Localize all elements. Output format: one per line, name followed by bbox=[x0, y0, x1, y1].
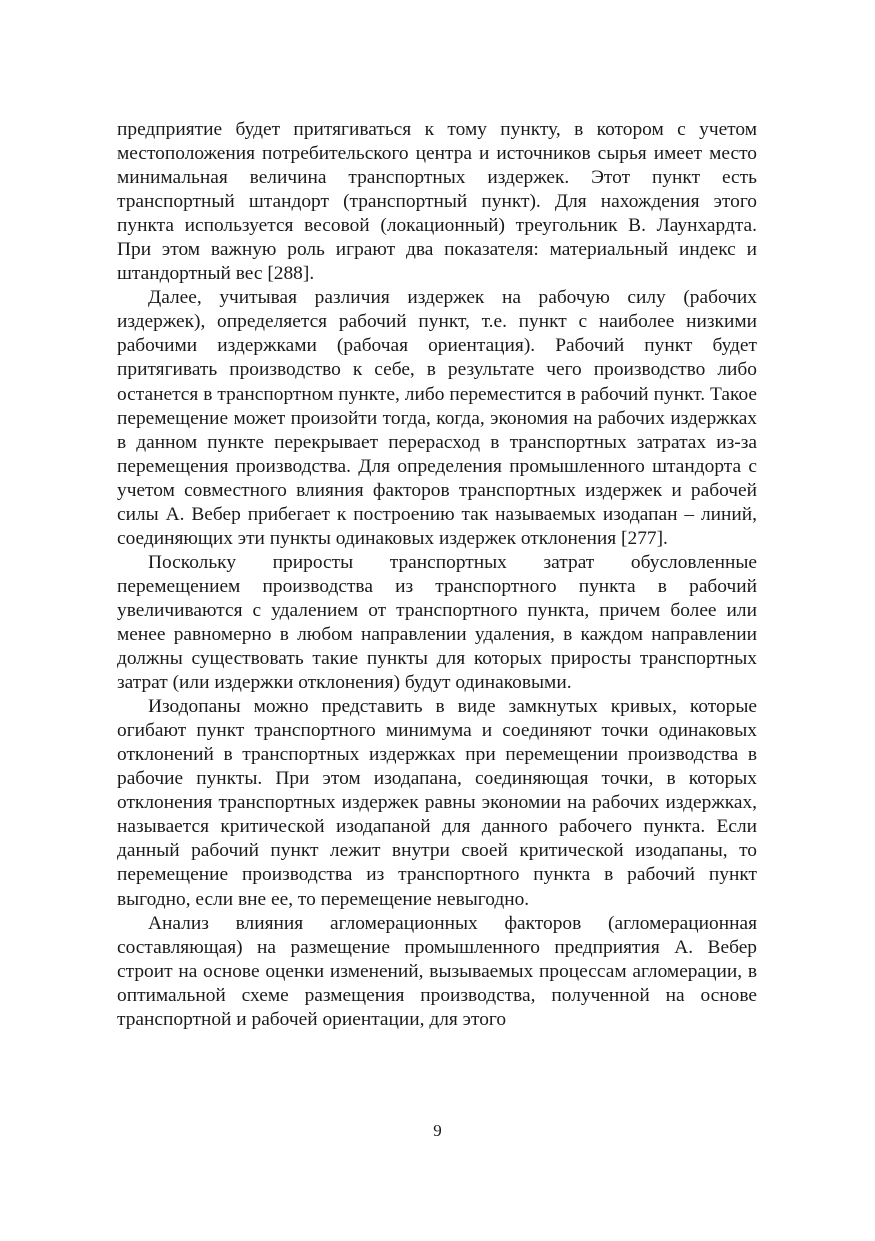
paragraph-isodapanes: Изодопаны можно представить в виде замкнутых кривых, которые огибают пункт транспортного минимума и соединяют точки одинаковых отклонений в транспортных издержках при перемещении производства в рабочие пункты. При этом изодапана, соединяющая точки, в которых отклонения транспортных издержек равны экономии на рабочих издержках, называется критической изодапаной для данного рабочего пункта. Если данный рабочий пункт лежит внутри своей критической изодапаны, то перемещение производства из транспортного пункта в рабочий пункт выгодно, если вне ее, то перемещение невыгодно. bbox=[117, 696, 757, 910]
paragraph-labor-point: Далее, учитывая различия издержек на рабочую силу (рабочих издержек), определяется рабочий пункт, т.е. пункт с наиболее низкими рабочими издержками (рабочая ориентация). Рабочий пункт будет притягивать производство к себе, в результате чего производство либо останется в транспортном пункте, либо переместится в рабочий пункт. Такое перемещение может произойти тогда, когда, экономия на рабочих издержках в данном пункте перекрывает перерасход в транспортных затратах из-за перемещения производства. Для определения промышленного штандорта с учетом совместного влияния факторов транспортных издержек и рабочей силы А. Вебер прибегает к построению так называемых изодапан – линий, соединяющих эти пункты одинаковых издержек отклонения [277]. bbox=[117, 287, 757, 549]
paragraph-agglomeration: Анализ влияния агломерационных факторов (агломерационная составляющая) на размещение промышленного предприятия А. Вебер строит на основе оценки изменений, вызываемых процессам агломерации, в оптимальной схеме размещения производства, полученной на основе транспортной и рабочей ориентации, для этого bbox=[117, 912, 757, 1030]
paragraph-continuation: предприятие будет притягиваться к тому пункту, в котором с учетом местоположения потребительского центра и источников сырья имеет место минимальная величина транспортных издержек. Этот пункт есть транспортный штандорт (транспортный пункт). Для нахождения этого пункта используется весовой (локационный) треугольник В. Лаунхардта. При этом важную роль играют два показателя: материальный индекс и штандортный вес [288]. bbox=[117, 119, 757, 285]
paragraph-transport-cost-increments: Поскольку приросты транспортных затрат обусловленные перемещением производства из транспортного пункта в рабочий увеличиваются с удалением от транспортного пункта, причем более или менее равномерно в любом направлении удаления, в каждом направлении должны существовать такие пункты для которых приросты транспортных затрат (или издержки отклонения) будут одинаковыми. bbox=[117, 551, 757, 694]
page-number: 9 bbox=[433, 1121, 442, 1140]
document-body bbox=[117, 118, 757, 1032]
